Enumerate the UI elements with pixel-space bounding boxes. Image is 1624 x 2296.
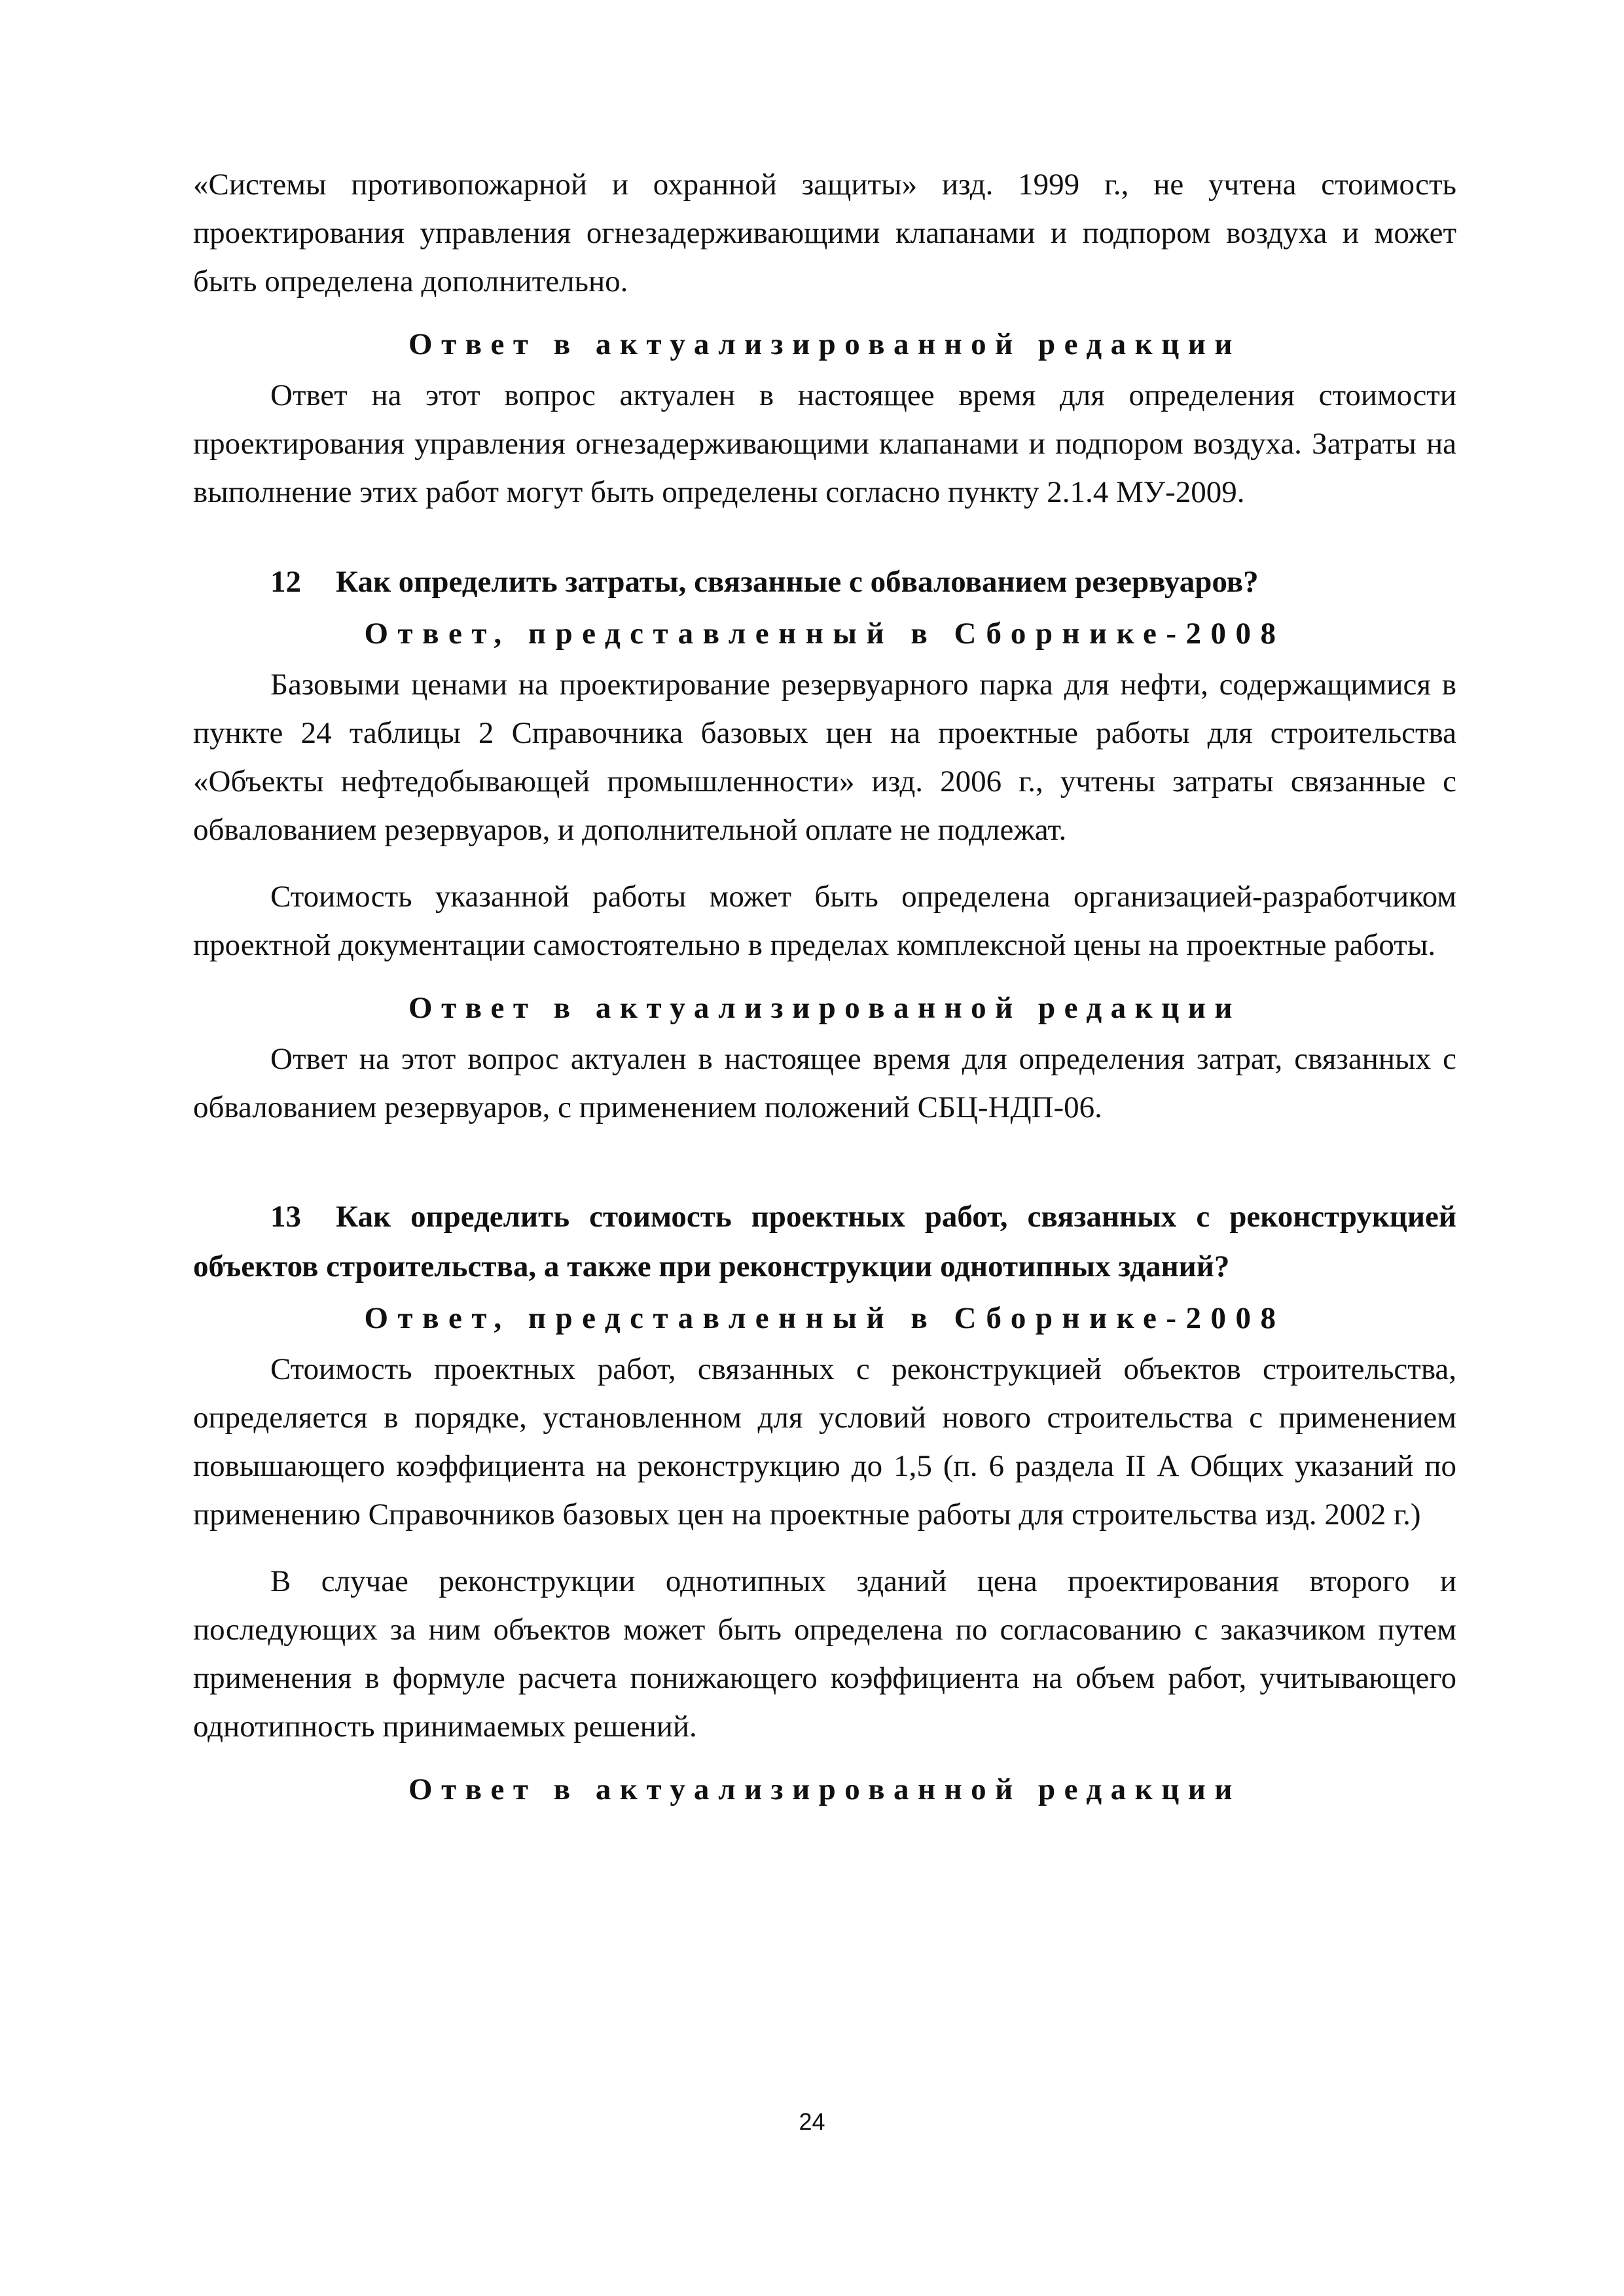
page-content <box>193 160 1456 1816</box>
question-text: Как определить стоимость проектных работ, связанных с реконструкцией объектов строительства, а также при реконструкции однотипных зданий? <box>193 1200 1456 1283</box>
paragraph-answer-2008-cont: Стоимость указанной работы может быть определена организацией-разработчиком проектной документации самостоятельно в пределах комплексной цены на проектные работы. <box>193 880 1456 962</box>
question-number: 13 <box>270 1200 301 1234</box>
question-text: Как определить затраты, связанные с обвалованием резервуаров? <box>336 565 1259 599</box>
paragraph-continuation: «Системы противопожарной и охранной защиты» изд. 1999 г., не учтена стоимость проектирования управления огнезадерживающими клапанами и подпором воздуха и может быть определена дополнительно. <box>193 168 1456 298</box>
answer-heading-updated: Ответ в актуализированной редакции <box>408 327 1241 361</box>
answer-heading-collection-2008: Ответ, представленный в Сборнике-2008 <box>364 617 1286 651</box>
question-number: 12 <box>270 565 301 599</box>
section-spacer <box>193 516 1456 557</box>
paragraph-answer-updated: Ответ на этот вопрос актуален в настоящее время для определения стоимости проектирования управления огнезадерживающими клапанами и подпором воздуха. Затраты на выполнение этих работ могут быть определены согласно пункту 2.1.4 МУ-2009. <box>193 378 1456 509</box>
paragraph-answer-2008: Стоимость проектных работ, связанных с реконструкцией объектов строительства, определяется в порядке, установленном для условий нового строительства с применением повышающего коэффициента на реконструкцию до 1,5 (п. 6 раздела II А Общих указаний по применению Справочников базовых цен на проектные работы для строительства изд. 2002 г.) <box>193 1352 1456 1532</box>
question-13 <box>193 1192 1456 1291</box>
answer-heading-updated: Ответ в актуализированной редакции <box>408 1772 1241 1806</box>
section-spacer <box>193 1132 1456 1192</box>
paragraph-answer-updated: Ответ на этот вопрос актуален в настоящее время для определения затрат, связанных с обвалованием резервуаров, с применением положений СБЦ-НДП-06. <box>193 1042 1456 1124</box>
answer-heading-collection-2008: Ответ, представленный в Сборнике-2008 <box>364 1301 1286 1335</box>
paragraph-answer-2008: Базовыми ценами на проектирование резервуарного парка для нефти, содержащимися в пункте 24 таблицы 2 Справочника базовых цен на проектные работы для строительства «Объекты нефтедобывающей промышленности» изд. 2006 г., учтены затраты связанные с обвалованием резервуаров, и дополнительной оплате не подлежат. <box>193 668 1456 847</box>
page-number: 24 <box>799 2108 825 2135</box>
question-12 <box>193 557 1456 607</box>
answer-heading-updated: Ответ в актуализированной редакции <box>408 991 1241 1025</box>
paragraph-answer-2008-cont: В случае реконструкции однотипных зданий цена проектирования второго и последующих за ним объектов может быть определена по согласованию с заказчиком путем применения в формуле расчета понижающего коэффициента на объем работ, учитывающего однотипность принимаемых решений. <box>193 1564 1456 1744</box>
